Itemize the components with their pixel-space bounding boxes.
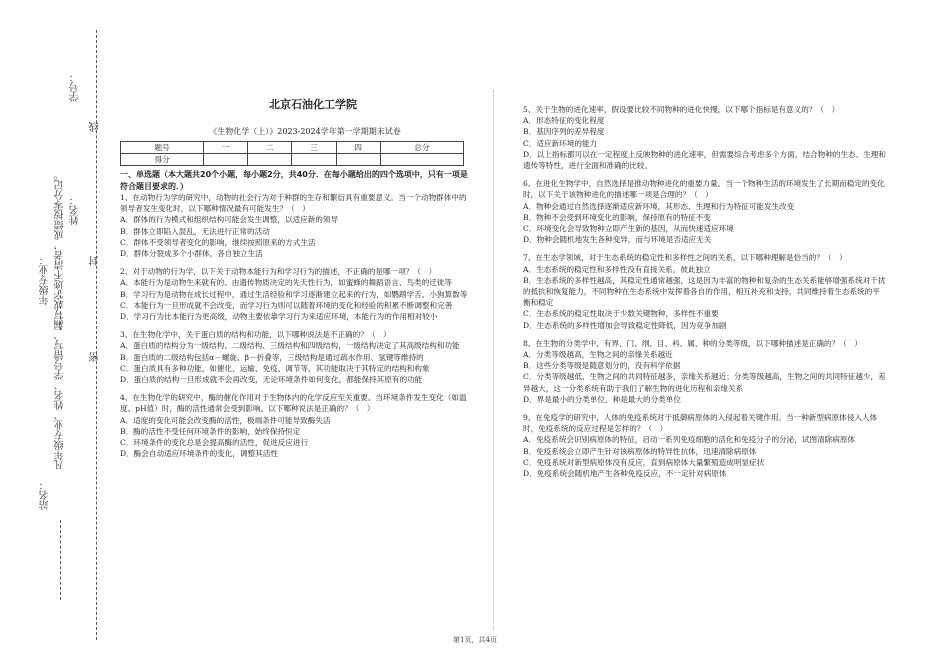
question-stem: 7、在生态学领域，对于生态系统的稳定性和多样性之间的关系，以下哪种理解是恰当的？（ ） [523, 253, 847, 263]
binding-mark-mi: 密 [90, 352, 101, 362]
option: D．学习行为比本能行为更高级，动物主要依靠学习行为来适应环境，本能行为的作用相对较小 [120, 312, 438, 322]
left-column [120, 169, 468, 459]
option: A．物种会通过自然选择逐渐适应新环境，其形态、生理和行为特征可能发生改变 [523, 201, 795, 211]
score-blank [336, 154, 380, 166]
score-table-header-row [121, 142, 464, 154]
score-table-cell: 题号 [121, 142, 204, 154]
page-number: 第1页，共4页 [453, 636, 497, 644]
school-title: 北京石油化工学院 [269, 98, 357, 111]
question-4 [120, 392, 468, 459]
student-id-label: 学号： [70, 72, 81, 102]
question-8 [523, 338, 887, 405]
score-table-cell: 四 [336, 142, 380, 154]
question-stem: 8、在生物的分类学中，有界、门、纲、目、科、属、种的分类等级，以下哪种描述是正确的？（ ） [523, 338, 862, 348]
option: B．免疫系统会立即产生针对该病原体的特异性抗体，迅速清除病原体 [523, 446, 757, 456]
option: B．酶的活性不受任何环境条件的影响，始终保持恒定 [120, 426, 301, 436]
option: B．物种不会受到环境变化的影响，保持原有的特征不变 [523, 212, 711, 222]
question-6 [523, 178, 887, 245]
option: C．环境条件的变化总是会提高酶的活性，促进反应进行 [120, 438, 309, 448]
option: D．物种会随机地发生各种变异，而与环境是否适应无关 [523, 235, 712, 245]
question-stem: 9、在免疫学的研究中，人体的免疫系统对于抵御病原体的入侵起着关键作用。当一种新型病原体侵入人体时，免疫系统的反应过程是怎样的？（ ） [523, 413, 878, 434]
option: A．适度的变化可能会改变酶的活性，极端条件可能导致酶失活 [120, 415, 331, 425]
score-table-cell: 二 [248, 142, 292, 154]
question-5 [523, 104, 887, 171]
question-7 [523, 252, 887, 330]
major-underline [60, 290, 61, 330]
question-stem: 5、关于生物的进化速率，假设要比较不同物种的进化快慢，以下哪个指标是有意义的？（ ） [523, 105, 840, 114]
option: D．群体分裂成多个小群体，各自独立生活 [120, 249, 263, 259]
option: C．蛋白质具有多种功能，如催化、运输、免疫、调节等，其功能取决于其特定的结构和构象 [120, 363, 430, 373]
question-3 [120, 329, 468, 385]
question-stem: 2、对于动物的行为学，以下关于动物本能行为和学习行为的描述，不正确的是哪一项？（ ） [120, 267, 437, 277]
column-divider [493, 90, 494, 630]
option: D．酶会自动适应环境条件的变化，调整其活性 [120, 449, 278, 459]
section-heading: 一、单选题（本大题共20个小题，每小题2分，共40分．在每小题给出的四个选项中，只有一项是符合题目要求的．） [120, 170, 468, 191]
option: D．界是最小的分类单位，种是最大的分类单位 [523, 394, 681, 404]
score-blank [380, 154, 463, 166]
question-9 [523, 412, 887, 479]
option: D．生态系统的多样性增加会导致稳定性降低，因为竞争加剧 [523, 320, 727, 330]
binding-margin [0, 0, 112, 672]
score-blank [204, 154, 248, 166]
question-2 [120, 266, 468, 322]
question-stem: 1、在动物行为学的研究中，动物的社会行为对于种群的生存和繁衍具有重要意义。当一个动物群体中的领导者发生变化时，以下哪种情况最有可能发生？（ ） [120, 193, 467, 214]
option: C．生态系统的稳定性取决于少数关键物种，多样性不重要 [523, 309, 719, 319]
option: B．这些分类等级是随意划分的，没有科学依据 [523, 361, 681, 371]
option: A．形态特征的变化程度 [523, 116, 605, 126]
major-label: 年级专业： [40, 255, 51, 305]
option: C．本能行为一旦形成就不会改变，而学习行为则可以随着环境的变化和经验的积累不断调整和完善 [120, 300, 453, 310]
question-1 [120, 192, 468, 259]
option: A．生态系统的稳定性和多样性没有直接关系，彼此独立 [523, 264, 711, 274]
option: B．蛋白质的二级结构包括α－螺旋、β－折叠等，三级结构是通过疏水作用、氢键等维持的 [120, 352, 424, 362]
option: B．基因序列的差异程度 [523, 127, 605, 137]
exam-warning: 凡年级专业、姓名、学号错写、漏写或字迹不清者，成绩按零分记。 [55, 170, 66, 470]
option: B．群体立即陷入混乱，无法进行正常的活动 [120, 226, 270, 236]
option: A．分类等级越高，生物之间的亲缘关系越近 [523, 350, 673, 360]
option: C．群体不受领导者变化的影响，继续按照原来的方式生活 [120, 237, 316, 247]
option: D．蛋白质的结构一旦形成就不会再改变，无论环境条件如何变化，都能保持其原有的功能 [120, 375, 423, 385]
option: B．学习行为是动物在成长过程中，通过生活经验和学习逐渐建立起来的行为，如鹦鹉学舌、小狗算数等 [120, 289, 468, 299]
option: A．本能行为是动物生来就有的、由遗传物质决定的先天性行为，如蜜蜂的舞蹈语言、鸟类的迁徙等 [120, 278, 453, 288]
score-blank [292, 154, 336, 166]
option: C．适应新环境的能力 [523, 138, 598, 148]
exam-title: 《生物化学（上）》2023-2024学年第一学期期末试卷 [209, 127, 401, 136]
question-stem: 3、在生物化学中，关于蛋白质的结构和功能，以下哪种说法是不正确的？（ ） [120, 330, 391, 340]
score-table-cell: 一 [204, 142, 248, 154]
option: A．免疫系统会识别病原体的特征，启动一系列免疫细胞的活化和免疫分子的分泌，试图清除病原体 [523, 435, 856, 445]
score-table-cell: 得分 [121, 154, 204, 166]
score-table-score-row [121, 154, 464, 166]
score-table-cell: 总分 [380, 142, 463, 154]
option: D．免疫系统会随机地产生各种免疫反应，不一定针对病原体 [523, 469, 727, 479]
option: C．环境变化会导致物种立即产生新的基因，从而快速适应环境 [523, 224, 734, 234]
score-blank [248, 154, 292, 166]
option: C．分类等级越低，生物之间的共同特征越多，亲缘关系越近；分类等级越高，生物之间的共同特征越少，差异越大，这一分类系统有助于我们了解生物的进化历程和亲缘关系 [523, 372, 886, 393]
option: A．群体的行为模式和组织结构可能会发生调整，以适应新的领导 [120, 215, 339, 225]
name-label: 姓名： [70, 195, 81, 225]
right-column [523, 104, 887, 479]
option: B．生态系统的多样性越高，其稳定性通常越强，这是因为丰富的物种和复杂的生态关系能够增强系统对干扰的抵抗和恢复能力，不同物种在生态系统中发挥着各自的作用，相互补充和支持，共同维持着生态系统的平衡和稳定 [523, 275, 886, 308]
binding-mark-xian: 线 [90, 122, 101, 132]
binding-mark-feng: 封 [90, 256, 101, 266]
binding-dashed-line [96, 30, 97, 640]
option: A．蛋白质的结构分为一级结构、二级结构、三级结构和四级结构，一级结构决定了其高级结构和功能 [120, 341, 460, 351]
station-underline [60, 520, 61, 600]
score-table [120, 141, 464, 166]
option: C．免疫系统对新型病原体没有反应，直到病原体大量繁殖造成明显症状 [523, 457, 765, 467]
question-stem: 4、在生物化学的研究中，酶的催化作用对于生物体内的化学反应至关重要。当环境条件发生变化（如温度、pH值）时，酶的活性通常会受到影响。以下哪种说法是正确的？（ ） [120, 393, 467, 414]
score-table-cell: 三 [292, 142, 336, 154]
option: D．以上指标都可以在一定程度上反映物种的进化速率，但需要综合考虑多个方面，结合物种的生态、生理和遗传等特性，进行全面和准确的比较。 [523, 149, 886, 171]
station-label: 站名： [40, 480, 51, 510]
question-stem: 6、在进化生物学中，自然选择是推动物种进化的重要力量。当一个物种生活的环境发生了长期而稳定的变化时，以下关于该物种进化的描述哪一项是合理的？（ ） [523, 179, 885, 200]
